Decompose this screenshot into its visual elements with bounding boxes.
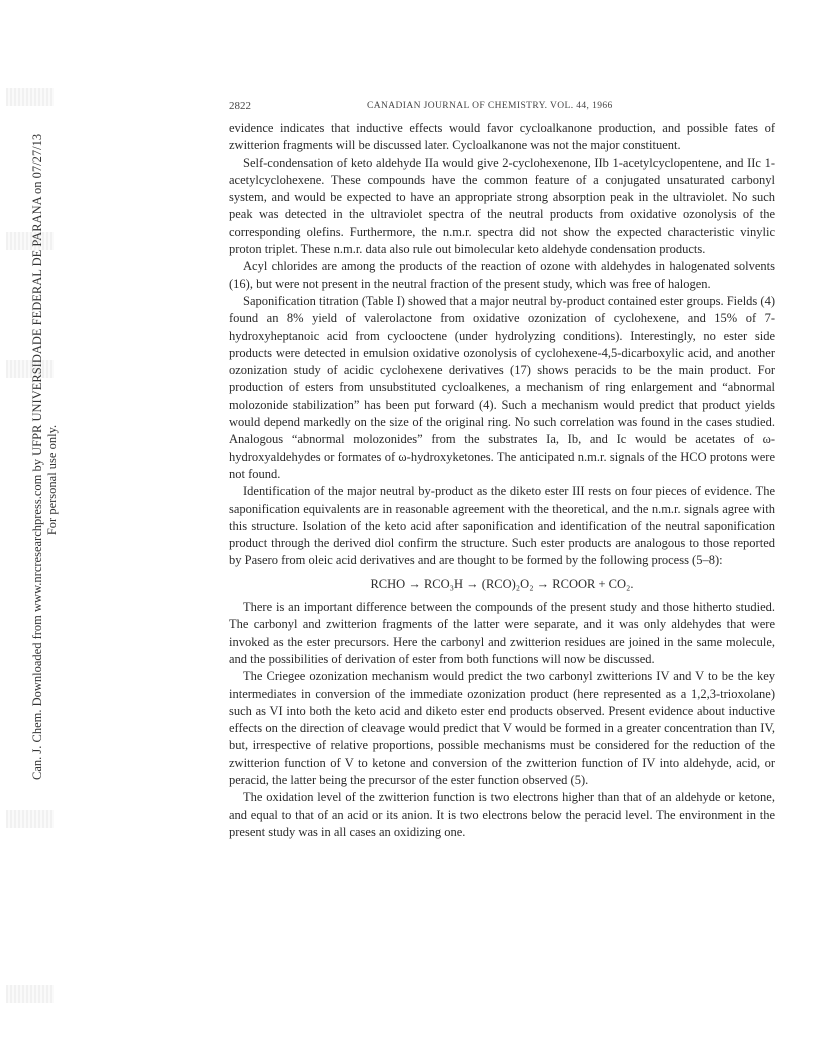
download-watermark-sidebar (0, 0, 60, 1053)
scan-artifact (6, 985, 54, 1003)
journal-title: CANADIAN JOURNAL OF CHEMISTRY. VOL. 44, 1966 (367, 101, 613, 111)
article-body (229, 120, 775, 841)
paragraph: The oxidation level of the zwitterion function is two electrons higher than that of an aldehyde or ketone, and equal to that of an acid or its anion. It is two electrons below the peracid level. The environment in the present study was in all cases an oxidizing one. (229, 790, 775, 839)
paragraph: Acyl chlorides are among the products of the reaction of ozone with aldehydes in halogenated solvents (16), but were not present in the neutral fraction of the present study, which was free of halogen. (229, 259, 775, 291)
paragraph: Self-condensation of keto aldehyde IIa would give 2-cyclohexenone, IIb 1-acetylcyclopentene, and IIc 1-acetylcyclohexene. These compounds have the common feature of a conjugated unsaturated carbonyl system, and would be expected to have an appropriate strong absorption peak in the ultraviolet. No such peak was detected in the ultraviolet spectra of the neutral products from oxidative ozonolysis of the corresponding olefins. Furthermore, the n.m.r. spectra did not show the expected characteristic vinylic proton triplet. These n.m.r. data also rule out bimolecular keto aldehyde condensation products. (229, 155, 775, 257)
page-number: 2822 (229, 100, 251, 112)
running-header (229, 100, 774, 116)
paragraph: Saponification titration (Table I) showed that a major neutral by-product contained ester groups. Fields (4) found an 8% yield of valerolactone from oxidative ozonization of cyclohexene, and 15% of 7-hydroxyheptanoic acid from cyclooctene (under hydrolyzing conditions). Interestingly, no ester side products were detected in emulsion oxidative ozonolysis of cyclohexene-4,5-dicarboxylic acid, and another ozonization study of acidic cyclohexene derivatives (17) shows peracids to be the main product. For production of esters from unsubstituted cycloalkenes, a mechanism of ring enlargement and “abnormal molozonide stabilization” has been put forward (4). Such a mechanism would predict that product yields would depend markedly on the size of the original ring. No such correlation was found in the cases studied. Analogous “abnormal molozonides” from the substrates Ia, Ib, and Ic would be acetates of ω-hydroxyaldehydes or formates of ω-hydroxyketones. The anticipated n.m.r. signals of the HCO protons were not found. (229, 293, 775, 481)
download-notice-line2: For personal use only. (45, 424, 59, 536)
paragraph: There is an important difference between the compounds of the present study and those hitherto studied. The carbonyl and zwitterion fragments of the latter were separate, and it was only aldehydes that were invoked as the ester precursors. Here the carbonyl and zwitterion residues are joined in the same molecule, and the possibilities of derivation of ester from both functions will now be discussed. (229, 600, 775, 666)
scan-artifact (6, 810, 54, 828)
download-notice-line1: Can. J. Chem. Downloaded from www.nrcresearchpress.com by UFPR UNIVERSIDADE FEDERAL DE PARANA on 07/27/13 (30, 133, 44, 780)
download-notice (30, 133, 60, 780)
paragraph: Identification of the major neutral by-product as the diketo ester III rests on four pieces of evidence. The saponification equivalents are in reasonable agreement with the theoretical, and the n.m.r. signals agree with this structure. Isolation of the keto acid after saponification and identification of the neutral saponification product through the derived diol confirm the structure. Such ester products are analogous to those reported by Pasero from oleic acid derivatives and are thought to be formed by the following process (5–8): (229, 484, 775, 568)
paragraph: The Criegee ozonization mechanism would predict the two carbonyl zwitterions IV and V to be the key intermediates in conversion of the immediate ozonization product (here represented as a 1,2,3-trioxolane) such as VI into both the keto acid and diketo ester end products observed. Present evidence about inductive effects on the direction of cleavage would predict that V would be formed in a greater concentration than IV, but, irrespective of relative proportions, possible mechanisms must be considered for the reduction of the zwitterion function of V to ketone and conversion of the zwitterion function of IV into aldehyde, acid, or peracid, the latter being the precursor of the ester function observed (5). (229, 669, 775, 787)
scan-artifact (6, 88, 54, 106)
paragraph: evidence indicates that inductive effects would favor cycloalkanone production, and possible fates of zwitterion fragments will be discussed later. Cycloalkanone was not the major constituent. (229, 121, 775, 153)
reaction-equation: RCHO → RCO₃H → (RCO)₂O₂ → RCOOR + CO₂. (370, 576, 634, 591)
